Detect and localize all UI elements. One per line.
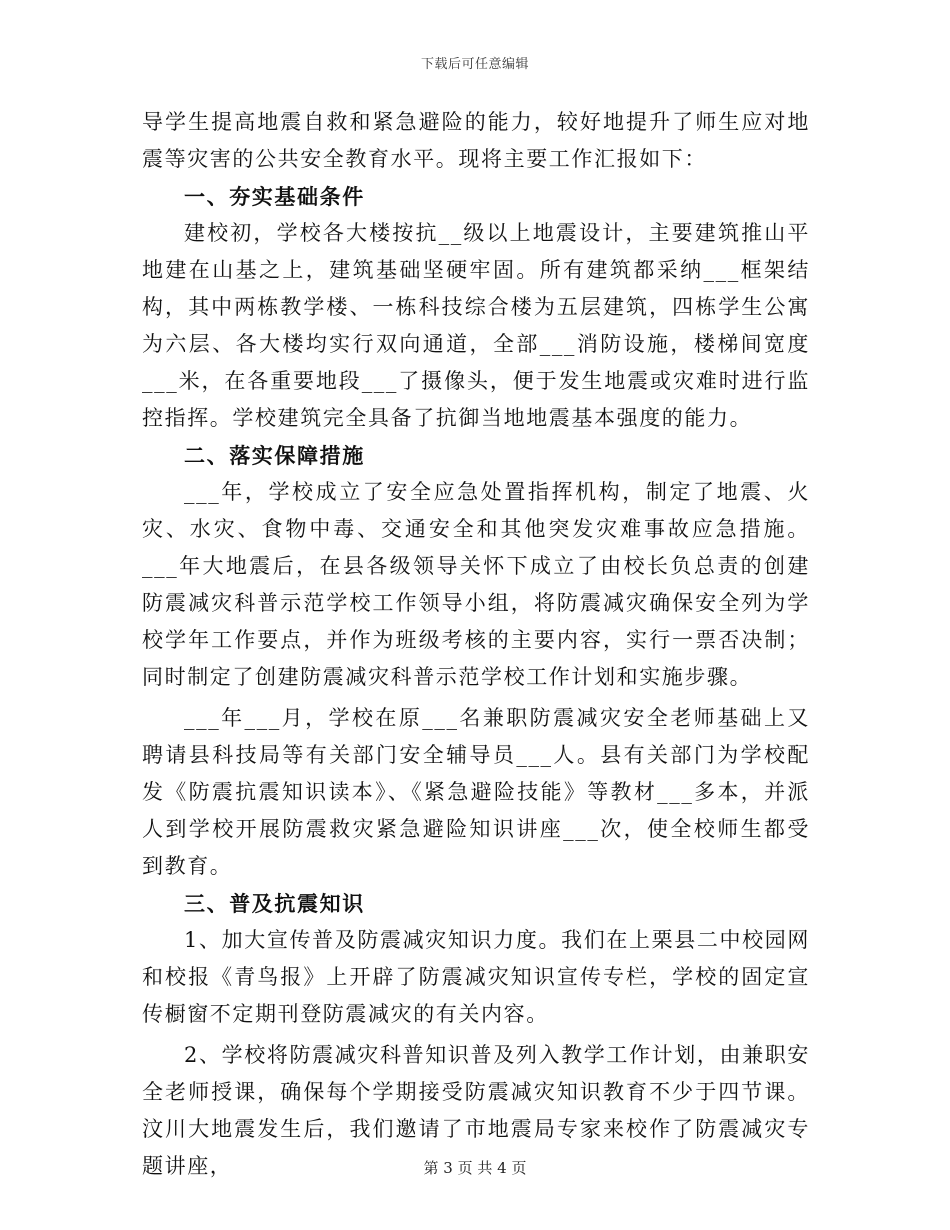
section-3-paragraph-2: 2、学校将防震减灾科普知识普及列入教学工作计划，由兼职安全老师授课，确保每个学期接受防震减灾知识教育不少于四节课。汶川大地震发生后，我们邀请了市地震局专家来校作了防震减灾专题讲座， bbox=[142, 1043, 810, 1178]
section-2-paragraph-2: ___年___月，学校在原___名兼职防震减灾安全老师基础上又聘请县科技局等有关部门安全辅导员___人。县有关部门为学校配发《防震抗震知识读本》、《紧急避险技能》等教材___多本，并派人到学校开展防震救灾紧急避险知识讲座___次，使全校师生都受到教育。 bbox=[142, 706, 810, 878]
section-3-heading: 三、普及抗震知识 bbox=[184, 891, 365, 916]
intro-paragraph: 导学生提高地震自救和紧急避险的能力，较好地提升了师生应对地震等灾害的公共安全教育水平。现将主要工作汇报如下： bbox=[142, 110, 810, 171]
section-2-heading: 二、落实保障措施 bbox=[184, 443, 365, 468]
header-note: 下载后可任意编辑 bbox=[420, 57, 529, 72]
page-number-footer: 第 3 页 共 4 页 bbox=[423, 1159, 527, 1177]
section-2-paragraph-1: ___年，学校成立了安全应急处置指挥机构，制定了地震、火灾、水灾、食物中毒、交通安全和其他突发灾难事故应急措施。___年大地震后，在县各级领导关怀下成立了由校长负总责的创建防震减灾科普示范学校工作领导小组，将防震减灾确保安全列为学校学年工作要点，并作为班级考核的主要内容，实行一票否决制；同时制定了创建防震减灾科普示范学校工作计划和实施步骤。 bbox=[142, 480, 810, 689]
section-3-paragraph-1: 1、加大宣传普及防震减灾知识力度。我们在上栗县二中校园网和校报《青鸟报》上开辟了防震减灾知识宣传专栏，学校的固定宣传橱窗不定期刊登防震减灾的有关内容。 bbox=[142, 928, 810, 1026]
document-body bbox=[142, 104, 810, 1185]
section-1-paragraph-1: 建校初，学校各大楼按抗__级以上地震设计，主要建筑推山平地建在山基之上，建筑基础坚硬牢固。所有建筑都采纳___框架结构，其中两栋教学楼、一栋科技综合楼为五层建筑，四栋学生公寓为六层、各大楼均实行双向通道，全部___消防设施，楼梯间宽度___米，在各重要地段___了摄像头，便于发生地震或灾难时进行监控指挥。学校建筑完全具备了抗御当地地震基本强度的能力。 bbox=[142, 221, 810, 430]
section-1-heading: 一、夯实基础条件 bbox=[184, 184, 365, 209]
